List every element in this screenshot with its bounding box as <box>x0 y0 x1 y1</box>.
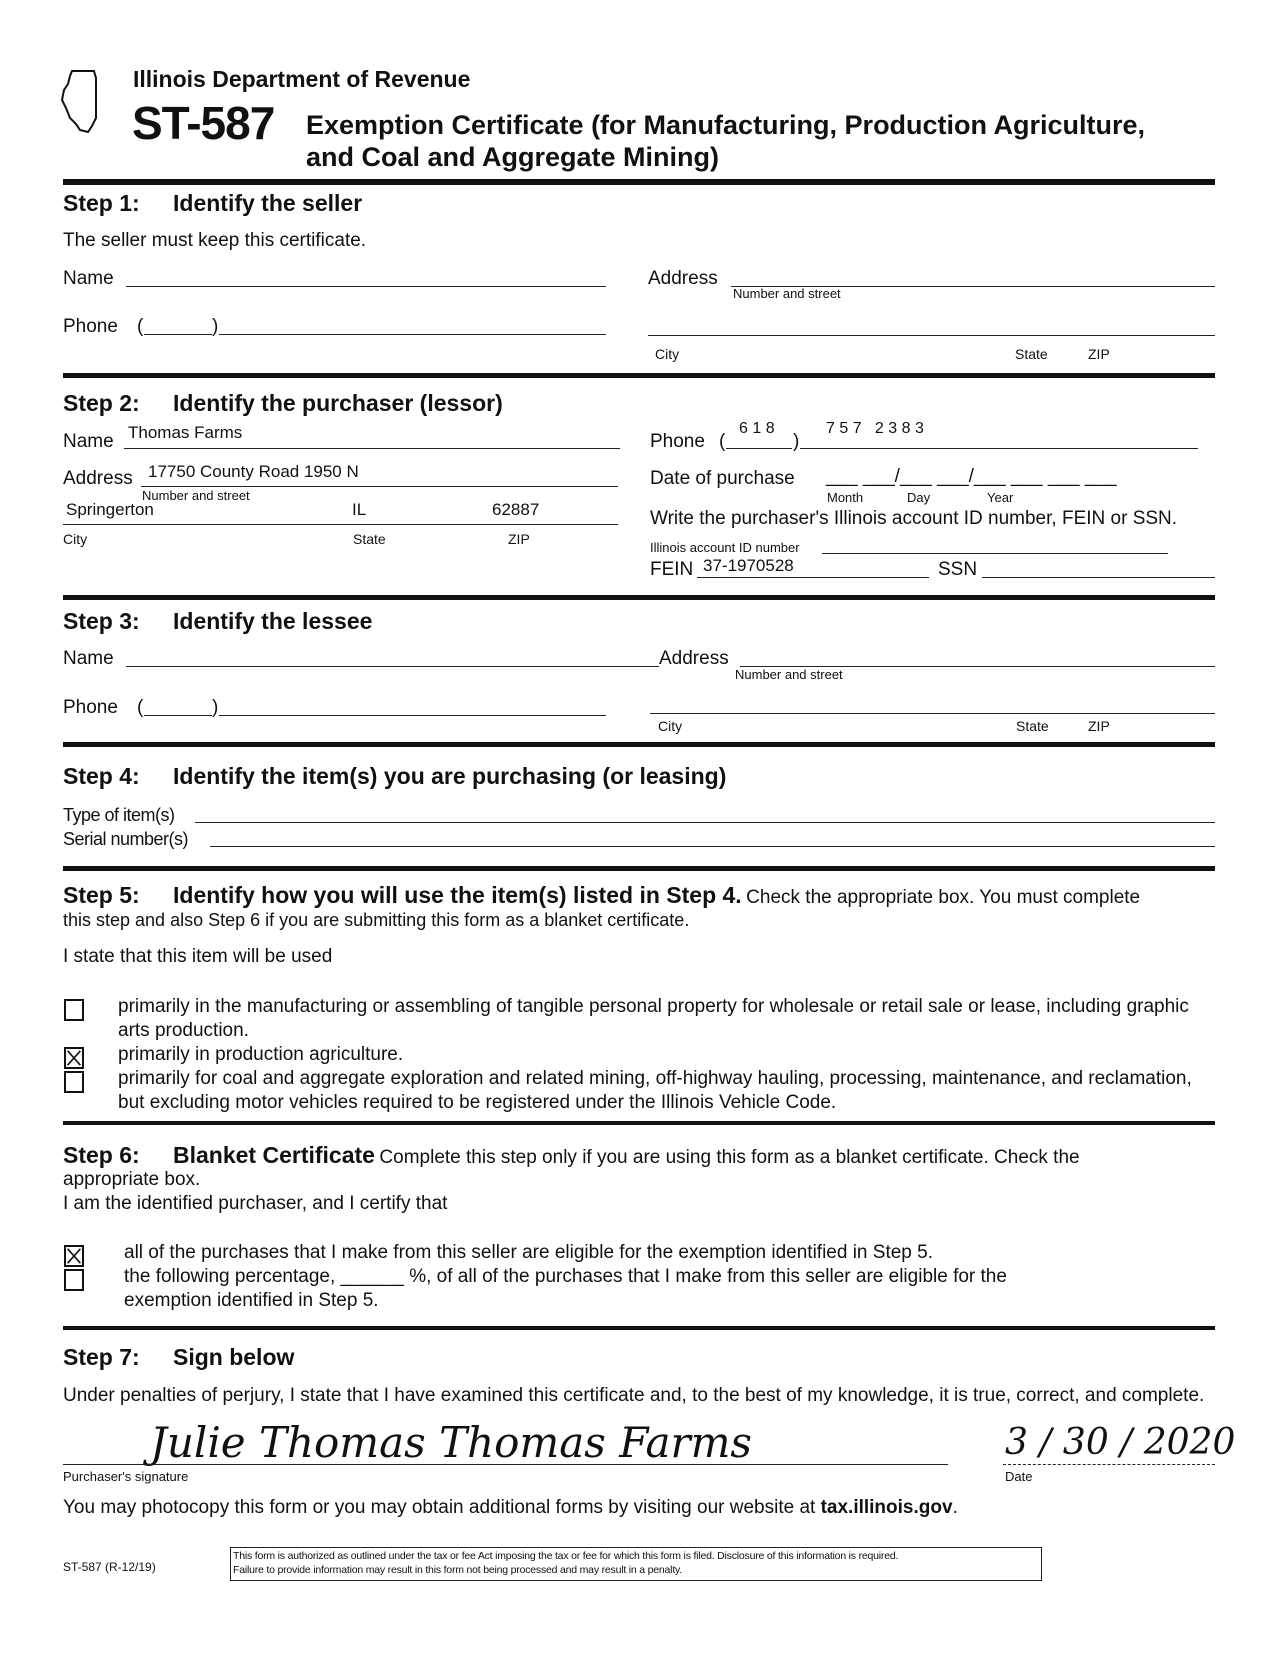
purchaser-state-value: IL <box>352 500 367 519</box>
step7-heading <box>63 1344 294 1371</box>
step5-instruction: Check the appropriate box. You must complete <box>746 887 1141 908</box>
purchaser-state-label: State <box>353 531 386 547</box>
seller-address-label: Address <box>648 268 718 289</box>
seller-zip-label: ZIP <box>1088 346 1110 362</box>
purchaser-phone-field[interactable] <box>800 448 1198 449</box>
lessee-phone-paren-close: ) <box>212 697 219 718</box>
step2-title: Identify the purchaser (lessor) <box>173 390 503 416</box>
step5-statement: I state that this item will be used <box>63 946 333 967</box>
seller-phone-label: Phone <box>63 316 118 337</box>
step1-title: Identify the seller <box>173 190 363 216</box>
lessee-phone-paren-open: ( <box>137 697 144 718</box>
step7-title: Sign below <box>173 1344 295 1370</box>
seller-name-field[interactable] <box>126 286 606 287</box>
disclaimer-line2: Failure to provide information may result in this form not being processed and may result in a penalty. <box>233 1564 683 1576</box>
seller-city-label: City <box>655 346 680 362</box>
step7-number: Step 7: <box>63 1344 140 1370</box>
step6-divider <box>63 1326 1215 1330</box>
step6-instruction: Complete this step only if you are using this form as a blanket certificate. Check the <box>379 1147 1080 1168</box>
seller-phone-paren-close: ) <box>212 316 219 337</box>
seller-state-label: State <box>1015 346 1048 362</box>
step5-title: Identify how you will use the item(s) listed in Step 4. <box>173 882 742 908</box>
illinois-state-outline-icon <box>58 68 106 136</box>
purchaser-zip-label: ZIP <box>508 531 530 547</box>
purchaser-city-state-zip-field[interactable] <box>63 524 618 525</box>
step5-option-text: primarily in the manufacturing or assembling of tangible personal property for wholesale or retail sale or lease, including graphic arts production. <box>118 996 1189 1041</box>
step3-heading <box>63 608 372 635</box>
x-mark-icon <box>66 1247 82 1265</box>
purchaser-name-value: Thomas Farms <box>128 423 243 442</box>
lessee-city-label: City <box>658 718 683 734</box>
step5-number: Step 5: <box>63 882 140 908</box>
purchaser-name-label: Name <box>63 431 114 452</box>
agency-name: Illinois Department of Revenue <box>133 66 471 92</box>
purchaser-phone-number: 7 5 7 2 3 8 3 <box>826 420 924 437</box>
purchase-date-field[interactable]: ___ ___/___ ___/___ ___ ___ ___ <box>826 466 1117 487</box>
seller-phone-area-field[interactable] <box>144 334 212 335</box>
step6-statement: I am the identified purchaser, and I certify that <box>63 1193 448 1214</box>
signature-date-value: 3 / 30 / 2020 <box>1005 1422 1236 1463</box>
signature-date-label: Date <box>1005 1469 1033 1484</box>
step4-heading <box>63 763 726 790</box>
ssn-label: SSN <box>938 559 978 580</box>
purchaser-address-label: Address <box>63 468 133 489</box>
perjury-declaration: Under penalties of perjury, I state that I have examined this certificate and, to the best of my knowledge, it is true, correct, and complete. <box>63 1385 1205 1406</box>
purchaser-address-sublabel: Number and street <box>142 488 250 503</box>
step6-heading <box>63 1142 1080 1169</box>
fein-value: 37-1970528 <box>703 556 794 575</box>
purchase-date-label: Date of purchase <box>650 468 795 489</box>
x-mark-icon <box>66 1049 82 1067</box>
disclaimer-box <box>230 1547 1042 1581</box>
step1-number: Step 1: <box>63 190 140 216</box>
step2-number: Step 2: <box>63 390 140 416</box>
form-number: ST-587 <box>132 97 275 149</box>
seller-name-label: Name <box>63 268 114 289</box>
step3-title: Identify the lessee <box>173 608 373 634</box>
purchaser-address-field[interactable] <box>141 486 618 487</box>
checkbox-checked[interactable] <box>64 1047 84 1069</box>
step6-instruction-line2: appropriate box. <box>63 1169 201 1190</box>
id-instruction: Write the purchaser's Illinois account ID number, FEIN or SSN. <box>650 508 1178 529</box>
day-label: Day <box>907 490 931 505</box>
purchaser-city-value: Springerton <box>66 500 154 519</box>
step6-title: Blanket Certificate <box>173 1142 375 1168</box>
checkbox-checked[interactable] <box>64 1245 84 1267</box>
purchaser-phone-area-field[interactable] <box>726 448 792 449</box>
seller-phone-paren-open: ( <box>137 316 144 337</box>
purchaser-phone-paren-open: ( <box>719 431 726 452</box>
purchaser-signature-value: Julie Thomas Thomas Farms <box>150 1418 752 1467</box>
step6-option-text: all of the purchases that I make from this seller are eligible for the exemption identified in Step 5. <box>124 1242 933 1263</box>
purchaser-phone-label: Phone <box>650 431 705 452</box>
serial-number-label: Serial number(s) <box>63 829 189 849</box>
lessee-phone-label: Phone <box>63 697 118 718</box>
month-label: Month <box>827 490 864 505</box>
purchaser-phone-paren-close: ) <box>793 431 800 452</box>
seller-phone-field[interactable] <box>219 334 606 335</box>
lessee-address-sublabel: Number and street <box>735 667 843 682</box>
fein-field[interactable] <box>697 577 929 578</box>
lessee-zip-label: ZIP <box>1088 718 1110 734</box>
account-id-field[interactable] <box>822 553 1168 554</box>
step1-heading <box>63 190 362 217</box>
step1-divider <box>63 373 1215 378</box>
step4-number: Step 4: <box>63 763 140 789</box>
step5-divider <box>63 1121 1215 1125</box>
purchaser-phone-area: 6 1 8 <box>739 420 775 437</box>
website-link[interactable]: tax.illinois.gov <box>820 1497 953 1518</box>
signature-date-field[interactable] <box>1003 1464 1215 1465</box>
purchaser-city-label: City <box>63 531 88 547</box>
serial-number-field[interactable] <box>210 846 1215 847</box>
purchaser-name-field[interactable] <box>124 448 620 449</box>
item-type-field[interactable] <box>195 822 1215 823</box>
photocopy-period: . <box>952 1497 958 1518</box>
step1-note: The seller must keep this certificate. <box>63 230 367 251</box>
seller-address-sublabel: Number and street <box>733 286 841 301</box>
step4-title: Identify the item(s) you are purchasing (or leasing) <box>173 763 727 789</box>
fein-label: FEIN <box>650 559 694 580</box>
step2-divider <box>63 595 1215 600</box>
step5-heading <box>63 882 1140 909</box>
lessee-address-label: Address <box>659 648 729 669</box>
form-title-line1: Exemption Certificate (for Manufacturing, Production Agriculture, <box>306 110 1146 140</box>
disclaimer-line1: This form is authorized as outlined under the tax or fee Act imposing the tax or fee for which this form is filed. Disclosure of this information is required. <box>233 1550 899 1562</box>
purchaser-signature-field[interactable] <box>63 1464 948 1465</box>
form-revision: ST-587 (R-12/19) <box>63 1560 156 1574</box>
year-label: Year <box>987 490 1014 505</box>
seller-city-state-zip-field[interactable] <box>648 335 1215 336</box>
form-title-line2: and Coal and Aggregate Mining) <box>306 142 720 172</box>
purchaser-zip-value: 62887 <box>492 500 540 519</box>
step4-divider <box>63 866 1215 871</box>
step5-option-text: primarily in production agriculture. <box>118 1044 404 1065</box>
lessee-phone-field[interactable] <box>219 715 606 716</box>
ssn-field[interactable] <box>982 577 1215 578</box>
lessee-state-label: State <box>1016 718 1049 734</box>
purchaser-address-value: 17750 County Road 1950 N <box>148 462 359 481</box>
step2-heading <box>63 390 503 417</box>
lessee-city-state-zip-field[interactable] <box>650 713 1215 714</box>
item-type-label: Type of item(s) <box>63 805 175 825</box>
photocopy-note <box>63 1497 958 1519</box>
checkbox-unchecked[interactable] <box>64 1071 84 1093</box>
checkbox-unchecked[interactable] <box>64 1269 84 1291</box>
checkbox-unchecked[interactable] <box>64 999 84 1021</box>
lessee-name-label: Name <box>63 648 114 669</box>
account-id-label: Illinois account ID number <box>650 540 800 555</box>
purchaser-signature-label: Purchaser's signature <box>63 1469 189 1484</box>
step5-option-text: primarily for coal and aggregate exploration and related mining, off-highway hauling, processing, maintenance, and reclamation, but excluding motor vehicles required to be registered under the Illinois Vehicle Code. <box>118 1068 1192 1113</box>
step5-instruction-line2: this step and also Step 6 if you are submitting this form as a blanket certificate. <box>63 910 690 930</box>
step6-option-text: the following percentage, ______ %, of all of the purchases that I make from this seller are eligible for the exemption identified in Step 5. <box>124 1266 1007 1311</box>
photocopy-text: You may photocopy this form or you may obtain additional forms by visiting our website at <box>63 1497 816 1518</box>
step3-number: Step 3: <box>63 608 140 634</box>
header-divider <box>63 179 1215 185</box>
step3-divider <box>63 742 1215 747</box>
step6-number: Step 6: <box>63 1142 140 1168</box>
lessee-name-field[interactable] <box>126 666 659 667</box>
lessee-phone-area-field[interactable] <box>144 715 212 716</box>
